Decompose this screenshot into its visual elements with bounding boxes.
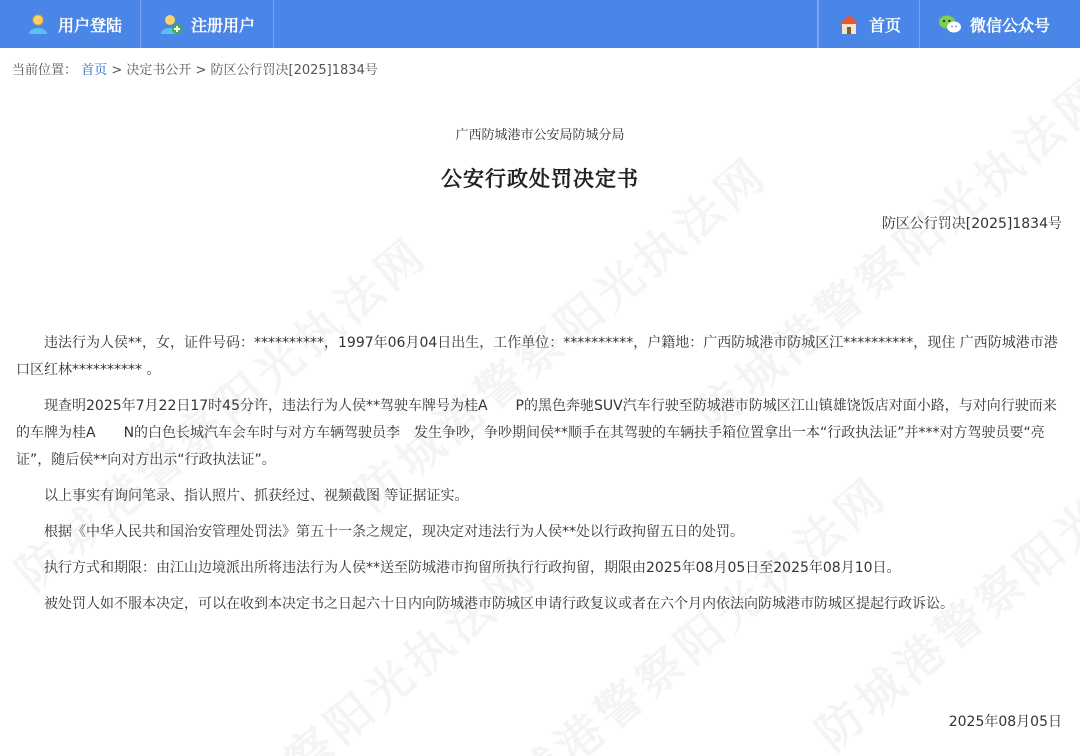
document-title: 公安行政处罚决定书 bbox=[441, 167, 639, 191]
paragraph-decision: 根据《中华人民共和国治安管理处罚法》第五十一条之规定，现决定对违法行为人侯**处以行政拘留五日的处罚。 bbox=[44, 524, 744, 540]
breadcrumb-section[interactable]: 决定书公开 bbox=[126, 63, 192, 78]
nav-spacer bbox=[274, 0, 818, 48]
paragraph-appeal: 被处罚人如不服本决定，可以在收到本决定书之日起六十日内向防城港市防城区申请行政复议或者在六个月内依法向防城港市防城区提起行政诉讼。 bbox=[44, 596, 954, 612]
breadcrumb-prefix: 当前位置： bbox=[12, 63, 78, 78]
breadcrumb-home-link[interactable]: 首页 bbox=[81, 63, 108, 78]
wechat-label: 微信公众号 bbox=[969, 15, 1050, 35]
login-link[interactable] bbox=[0, 0, 141, 48]
add-user-icon bbox=[159, 12, 183, 36]
house-icon bbox=[837, 12, 861, 36]
paragraph-execution: 执行方式和期限：由江山边境派出所将违法行为人侯**送至防城港市拘留所执行行政拘留，期限由2025年08月05日至2025年08月10日。 bbox=[44, 560, 901, 576]
wechat-link[interactable] bbox=[919, 0, 1080, 48]
home-label: 首页 bbox=[868, 15, 901, 35]
breadcrumb-current: 防区公行罚决[2025]1834号 bbox=[210, 63, 378, 78]
decision-date: 2025年08月05日 bbox=[948, 714, 1062, 730]
register-link[interactable] bbox=[141, 0, 274, 48]
breadcrumb bbox=[12, 59, 378, 78]
wechat-icon bbox=[938, 12, 962, 36]
register-label: 注册用户 bbox=[191, 15, 256, 35]
paragraph-facts: 现查明2025年7月22日17时45分许，违法行为人侯**驾驶车牌号为桂A P的黑色奔驰SUV汽车行驶至防城港市防城区江山镇雄饶饭店对面小路，与对向行驶而来的车牌为桂A N的白色长城汽车会车时与对方车辆驾驶员李 发生争吵，争吵期间侯**顺手在其驾驶的车辆扶手箱位置拿出一本“行政执法证”并***对方驾驶员要“亮证”，随后侯**向对方出示“行政执法证”。 bbox=[16, 398, 1057, 468]
login-label: 用户登陆 bbox=[58, 15, 123, 35]
top-navbar bbox=[0, 0, 1080, 48]
paragraph-offender: 违法行为人侯**，女，证件号码：**********，1997年06月04日出生，工作单位：**********，户籍地：广西防城港市防城区江**********，现住 广西防城港市港口区红林********** 。 bbox=[16, 335, 1058, 378]
user-icon bbox=[26, 12, 50, 36]
breadcrumb-separator: > bbox=[195, 63, 211, 78]
home-link[interactable] bbox=[818, 0, 919, 48]
paragraph-evidence: 以上事实有询问笔录、指认照片、抓获经过、视频截图 等证据证实。 bbox=[44, 488, 469, 504]
document-number: 防区公行罚决[2025]1834号 bbox=[881, 216, 1062, 232]
breadcrumb-separator: > bbox=[111, 63, 127, 78]
issuing-authority: 广西防城港市公安局防城分局 bbox=[455, 128, 625, 143]
document-body bbox=[16, 330, 1064, 627]
